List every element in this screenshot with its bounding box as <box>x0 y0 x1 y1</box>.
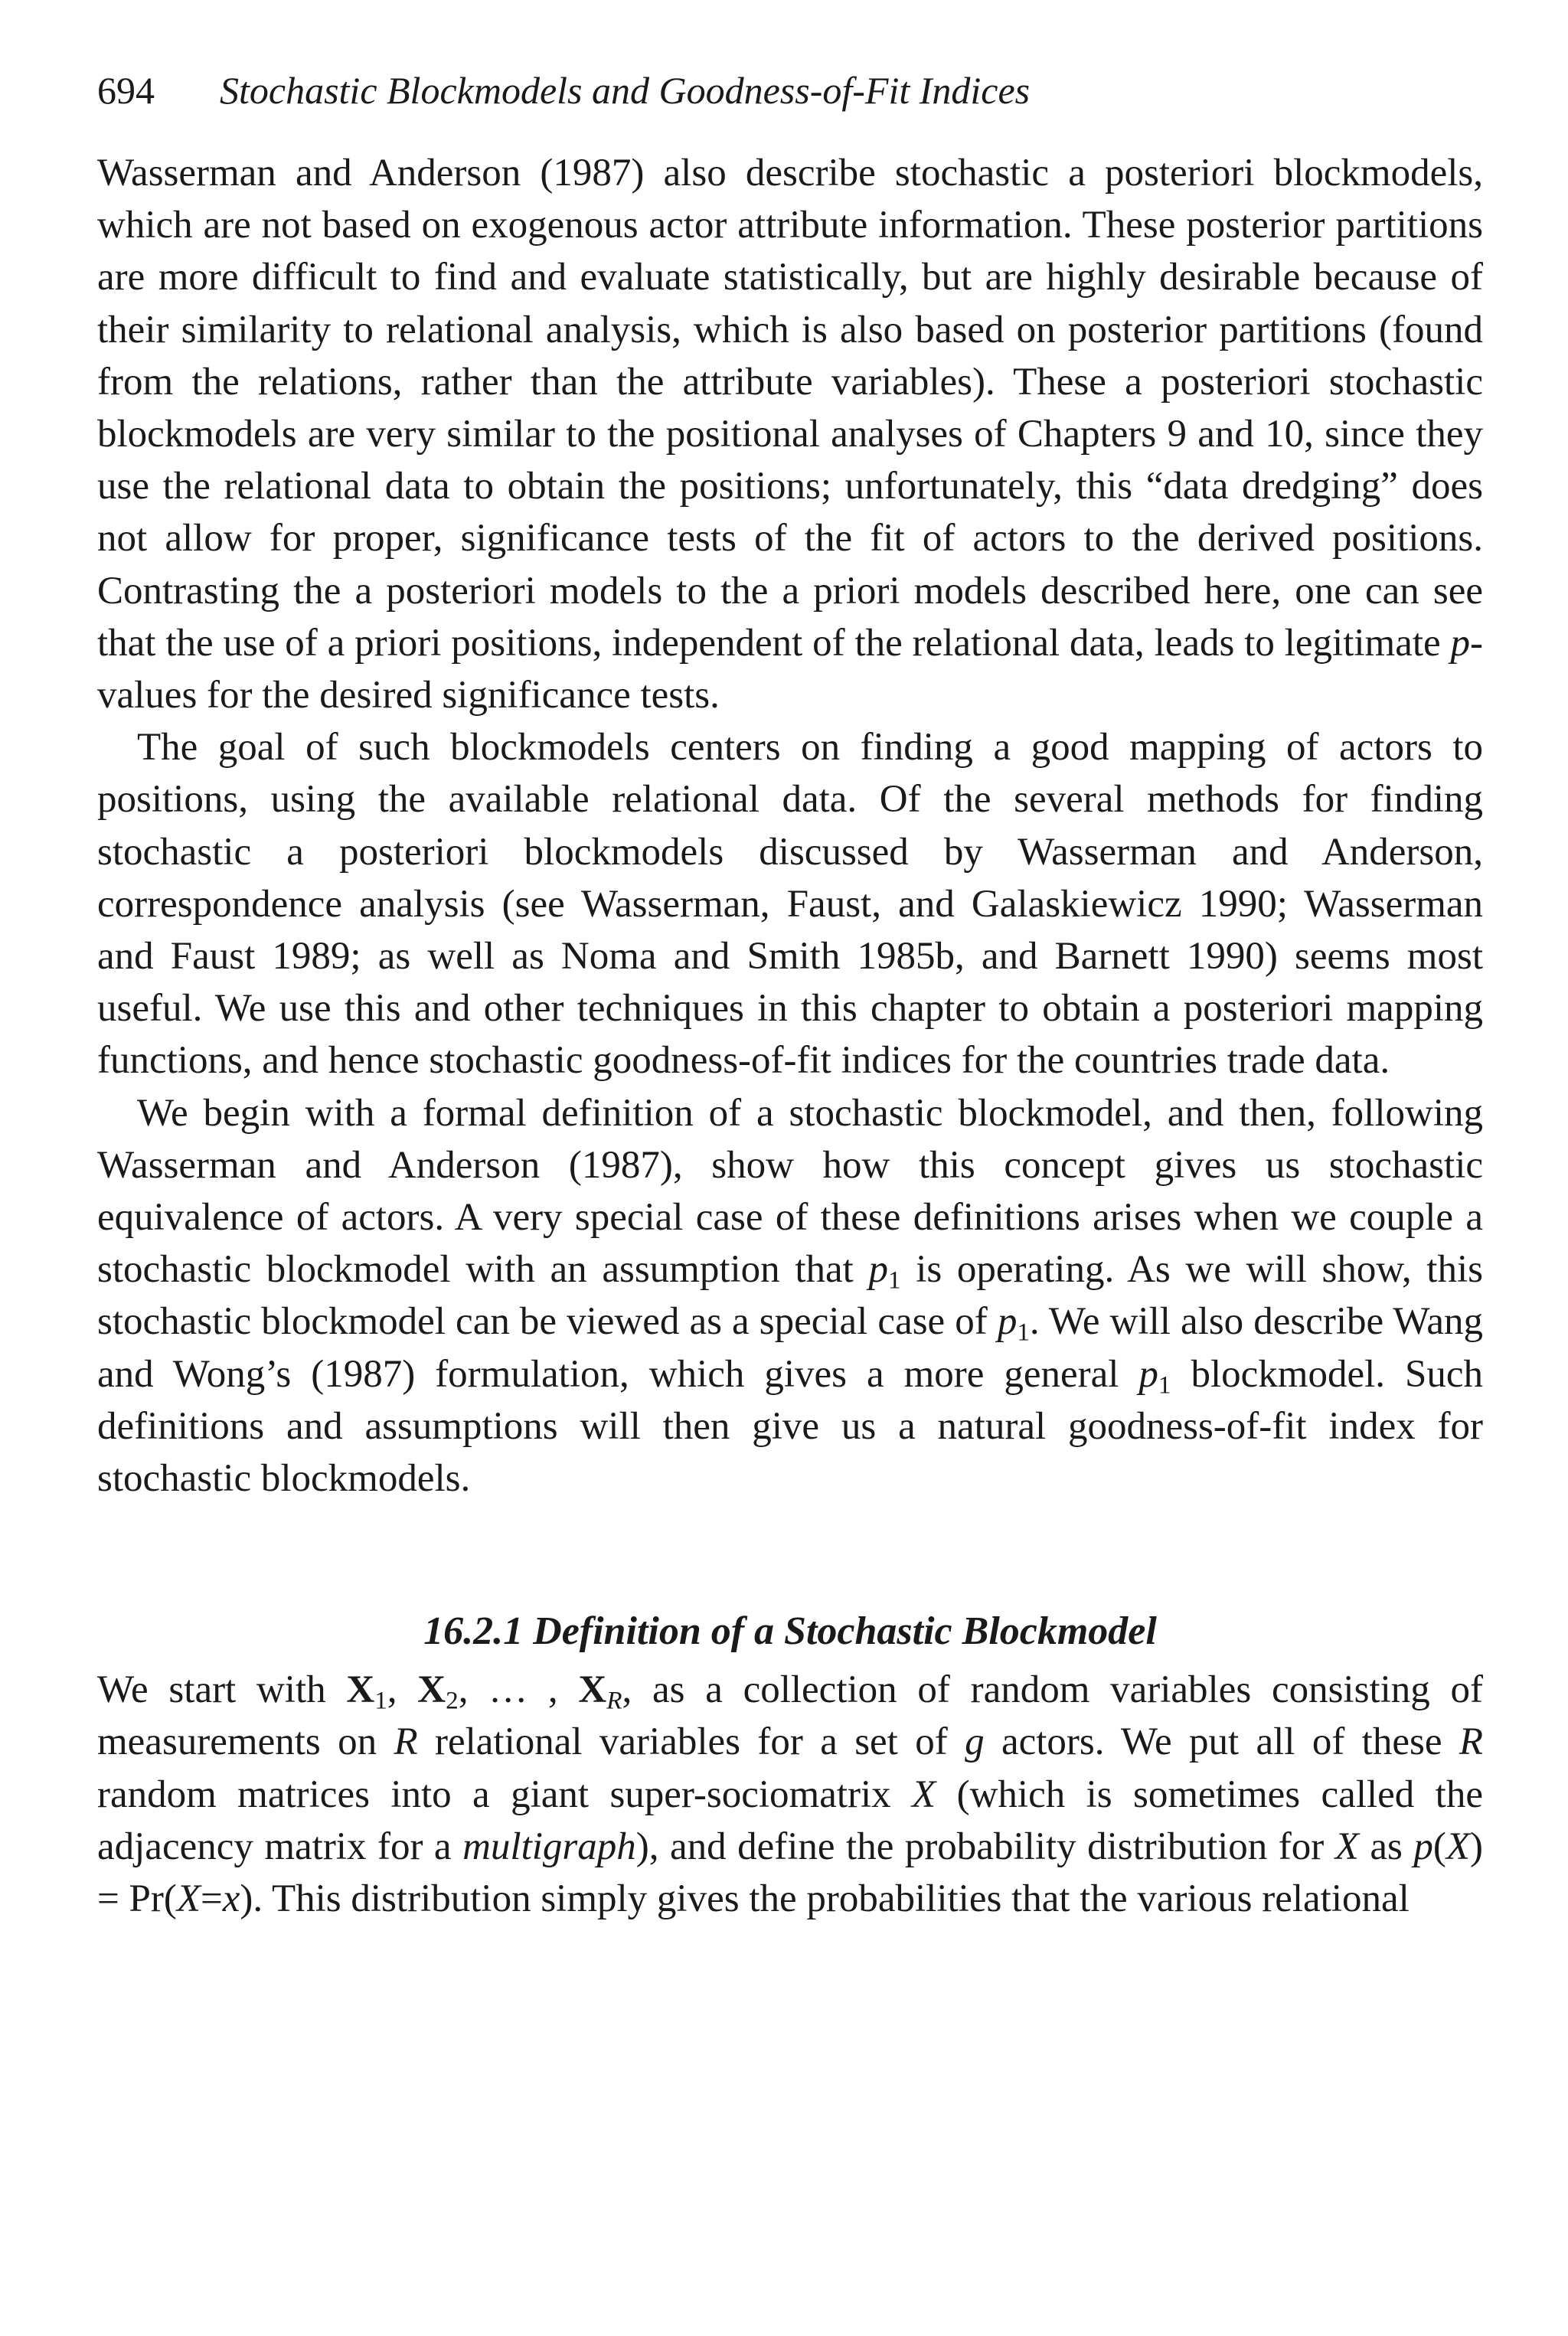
math-p: p <box>1450 621 1471 665</box>
book-page <box>97 67 1483 1925</box>
paragraph-text: . We will also describe Wang and Wong’s (1987) formulation, which gives a more general <box>97 1300 1484 1396</box>
math-R: R <box>394 1720 418 1764</box>
paragraph-text: We start with <box>97 1668 347 1712</box>
math-g: g <box>965 1720 985 1764</box>
paragraph-text: ) = Pr( <box>97 1825 1484 1921</box>
math-p1: p <box>1138 1352 1158 1396</box>
math-p1: p <box>997 1300 1018 1344</box>
paragraph-text: blockmodel. Such definitions and assumptions will then give us a natural goodness-of-fit index for stochastic blockmodels. <box>97 1352 1483 1501</box>
math-X: X <box>912 1772 936 1816</box>
running-title: Stochastic Blockmodels and Goodness-of-Fit Indices <box>220 69 1031 112</box>
math-R: R <box>1459 1720 1483 1764</box>
paragraph-text: ( <box>1432 1825 1446 1868</box>
math-bold-X: X <box>346 1668 375 1712</box>
paragraph-goal-of-blockmodels: The goal of such blockmodels centers on finding a good mapping of actors to positions, using the available relational data. Of the several methods for finding stochastic a posteriori blockmodels discussed by Wasserman and Anderson, correspondence analysis (see Wasserman, Faust, and Galaskiewicz 1990; Wasserman and Faust 1989; as well as Noma and Smith 1985b, and Barnett 1990) seems most useful. We use this and other techniques in this chapter to obtain a posteriori mapping functions, and hence stochastic goodness-of-fit indices for the countries trade data. <box>97 726 1483 1083</box>
emphasis-multigraph: multigraph <box>462 1825 636 1868</box>
math-X: X <box>1334 1825 1359 1868</box>
paragraph-posteriori-blockmodels <box>97 147 1483 721</box>
paragraph-text: as <box>1358 1825 1414 1868</box>
paragraph-text: random matrices into a giant super-sociomatrix <box>97 1772 913 1816</box>
math-bold-X: X <box>578 1668 607 1712</box>
paragraph-text: , <box>387 1668 418 1712</box>
math-subscript: 1 <box>1158 1370 1171 1399</box>
paragraph-text: , … , <box>458 1668 579 1712</box>
paragraph-text: = <box>201 1877 223 1921</box>
paragraph-text-end: -values for the desired significance tests. <box>97 621 1483 717</box>
paragraph-text: We begin with a formal definition of a stochastic blockmodel, and then, following Wasserman and Anderson (1987), show how this concept gives us stochastic equivalence of actors. A very special case of these definitions arises when we couple a stochastic blockmodel with an assumption that <box>97 1091 1483 1292</box>
math-p: p <box>1413 1825 1433 1868</box>
paragraph-definition-start <box>97 1664 1483 1925</box>
math-subscript: 1 <box>374 1686 387 1715</box>
math-subscript: 1 <box>1017 1318 1030 1347</box>
running-head <box>97 67 1483 113</box>
paragraph-text: Wasserman and Anderson (1987) also describe stochastic a posteriori blockmodels, which are not based on exogenous actor attribute information. These posterior partitions are more difficult to find and evaluate statistically, but are highly desirable because of their similarity to relational analysis, which is also based on posterior partitions (found from the relations, rather than the attribute variables). These a posteriori stochastic blockmodels are very similar to the positional analyses of Chapters 9 and 10, since they use the relational data to obtain the positions; unfortunately, this “data dredging” does not allow for proper, significance tests of the fit of actors to the derived positions. Contrasting the a posteriori models to the a priori models described here, one can see that the use of a priori positions, independent of the relational data, leads to legitimate <box>97 152 1483 665</box>
math-X: X <box>1446 1825 1471 1868</box>
math-subscript: 1 <box>887 1266 901 1295</box>
section-heading: 16.2.1 Definition of a Stochastic Blockmodel <box>423 1609 1157 1654</box>
paragraph-text: ). This distribution simply gives the probabilities that the various relational <box>240 1877 1410 1921</box>
math-p1: p <box>868 1248 888 1292</box>
paragraph-text: (which is sometimes called the adjacency matrix for a <box>97 1772 1483 1868</box>
paragraph-text: actors. We put all of these <box>984 1720 1459 1764</box>
math-subscript: R <box>606 1686 622 1715</box>
math-X: X <box>176 1877 201 1921</box>
paragraph-text: relational variables for a set of <box>417 1720 965 1764</box>
paragraph-formal-definition <box>97 1087 1483 1505</box>
math-subscript: 2 <box>446 1686 459 1715</box>
math-x: x <box>222 1877 240 1921</box>
page-number: 694 <box>97 69 155 112</box>
paragraph-text: is operating. As we will show, this stochastic blockmodel can be viewed as a special case of <box>97 1248 1483 1344</box>
math-bold-X: X <box>417 1668 446 1712</box>
paragraph-text: , as a collection of random variables consisting of measurements on <box>97 1668 1483 1764</box>
paragraph-text: ), and define the probability distribution for <box>635 1825 1335 1868</box>
